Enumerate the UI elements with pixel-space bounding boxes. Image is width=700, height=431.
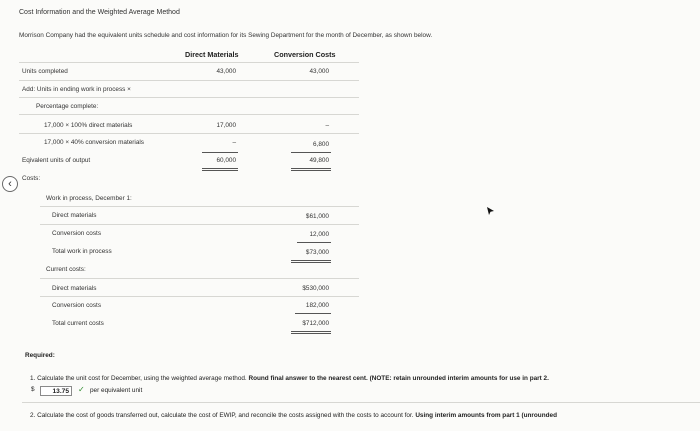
wip-conversion-costs-value: 12,000 xyxy=(309,231,329,238)
row-divider xyxy=(40,224,359,225)
header-divider xyxy=(19,62,359,63)
required-heading: Required: xyxy=(25,352,55,359)
row-divider xyxy=(19,114,359,115)
wip-direct-materials-value: $61,000 xyxy=(305,213,329,220)
row-divider xyxy=(40,278,359,279)
row-divider xyxy=(40,296,359,297)
question-2 xyxy=(30,412,557,419)
dm-total-double-underline xyxy=(202,168,238,171)
current-total-double-underline xyxy=(291,331,331,334)
current-total-value: $712,000 xyxy=(302,320,329,327)
current-direct-materials-label: Direct materials xyxy=(52,285,97,292)
row-divider xyxy=(19,80,359,81)
dm-percentage-label: 17,000 × 100% direct materials xyxy=(44,122,133,129)
cc-percentage-cc: 6,800 xyxy=(313,141,329,148)
cc-percentage-label: 17,000 × 40% conversion materials xyxy=(44,139,145,146)
page-title: Cost Information and the Weighted Average Method xyxy=(19,9,180,16)
intro-text: Morrison Company had the equivalent units schedule and cost information for its Sewing Department for the month of December, as shown below. xyxy=(19,32,433,39)
dm-percentage-cc: – xyxy=(325,122,329,129)
current-costs-label: Current costs: xyxy=(46,266,86,273)
mouse-cursor xyxy=(486,203,495,221)
cc-sum-underline xyxy=(291,152,331,153)
check-icon: ✓ xyxy=(78,385,85,394)
equivalent-units-dm: 60,000 xyxy=(216,157,236,164)
units-completed-dm: 43,000 xyxy=(216,68,236,75)
dm-sum-underline xyxy=(202,152,238,153)
costs-label: Costs: xyxy=(22,175,41,182)
current-direct-materials-value: $530,000 xyxy=(302,285,329,292)
wip-total-label: Total work in process xyxy=(52,248,112,255)
dm-percentage-dm: 17,000 xyxy=(216,122,236,129)
row-divider xyxy=(19,133,359,134)
add-ending-wip-label: Add: Units in ending work in process × xyxy=(22,86,131,93)
wip-total-value: $73,000 xyxy=(305,249,329,256)
current-sum-underline xyxy=(295,313,331,314)
column-header-direct-materials: Direct Materials xyxy=(185,50,239,59)
units-completed-label: Units completed xyxy=(22,68,68,75)
percentage-complete-label: Percentage complete: xyxy=(36,103,99,110)
unit-cost-input[interactable]: 13.75 xyxy=(40,386,72,396)
current-conversion-costs-value: 182,000 xyxy=(305,302,329,309)
current-conversion-costs-label: Conversion costs xyxy=(52,302,102,309)
equivalent-units-cc: 49,800 xyxy=(309,157,329,164)
section-divider xyxy=(22,402,700,403)
chevron-left-icon: ‹ xyxy=(8,177,12,190)
cc-total-double-underline xyxy=(291,168,331,171)
equivalent-units-label: Eqivalent units of output xyxy=(22,157,91,164)
wip-total-double-underline xyxy=(291,260,331,263)
answer-suffix: per equivalent unit xyxy=(90,387,143,394)
question-1 xyxy=(30,375,549,382)
current-total-label: Total current costs xyxy=(52,320,104,327)
question-2-instructions: Using interim amounts from part 1 (unrounded xyxy=(415,412,557,419)
row-divider xyxy=(19,97,359,98)
column-header-conversion-costs: Conversion Costs xyxy=(274,50,336,59)
question-2-text: 2. Calculate the cost of goods transferred out, calculate the cost of EWIP, and reconcile the costs assigned with the costs to account for. xyxy=(30,412,414,419)
cc-percentage-dm: – xyxy=(232,139,236,146)
question-1-text: 1. Calculate the unit cost for December, using the weighted average method. xyxy=(30,375,247,382)
previous-button[interactable] xyxy=(2,176,18,192)
units-completed-cc: 43,000 xyxy=(309,68,329,75)
row-divider xyxy=(40,206,359,207)
wip-sum-underline xyxy=(297,242,331,243)
wip-conversion-costs-label: Conversion costs xyxy=(52,230,102,237)
wip-direct-materials-label: Direct materials xyxy=(52,212,97,219)
answer-currency: $ xyxy=(31,386,35,393)
question-1-instructions: Round final answer to the nearest cent. (NOTE: retain unrounded interim amounts for use in part 2. xyxy=(248,375,549,382)
wip-dec1-label: Work in process, December 1: xyxy=(46,195,132,202)
